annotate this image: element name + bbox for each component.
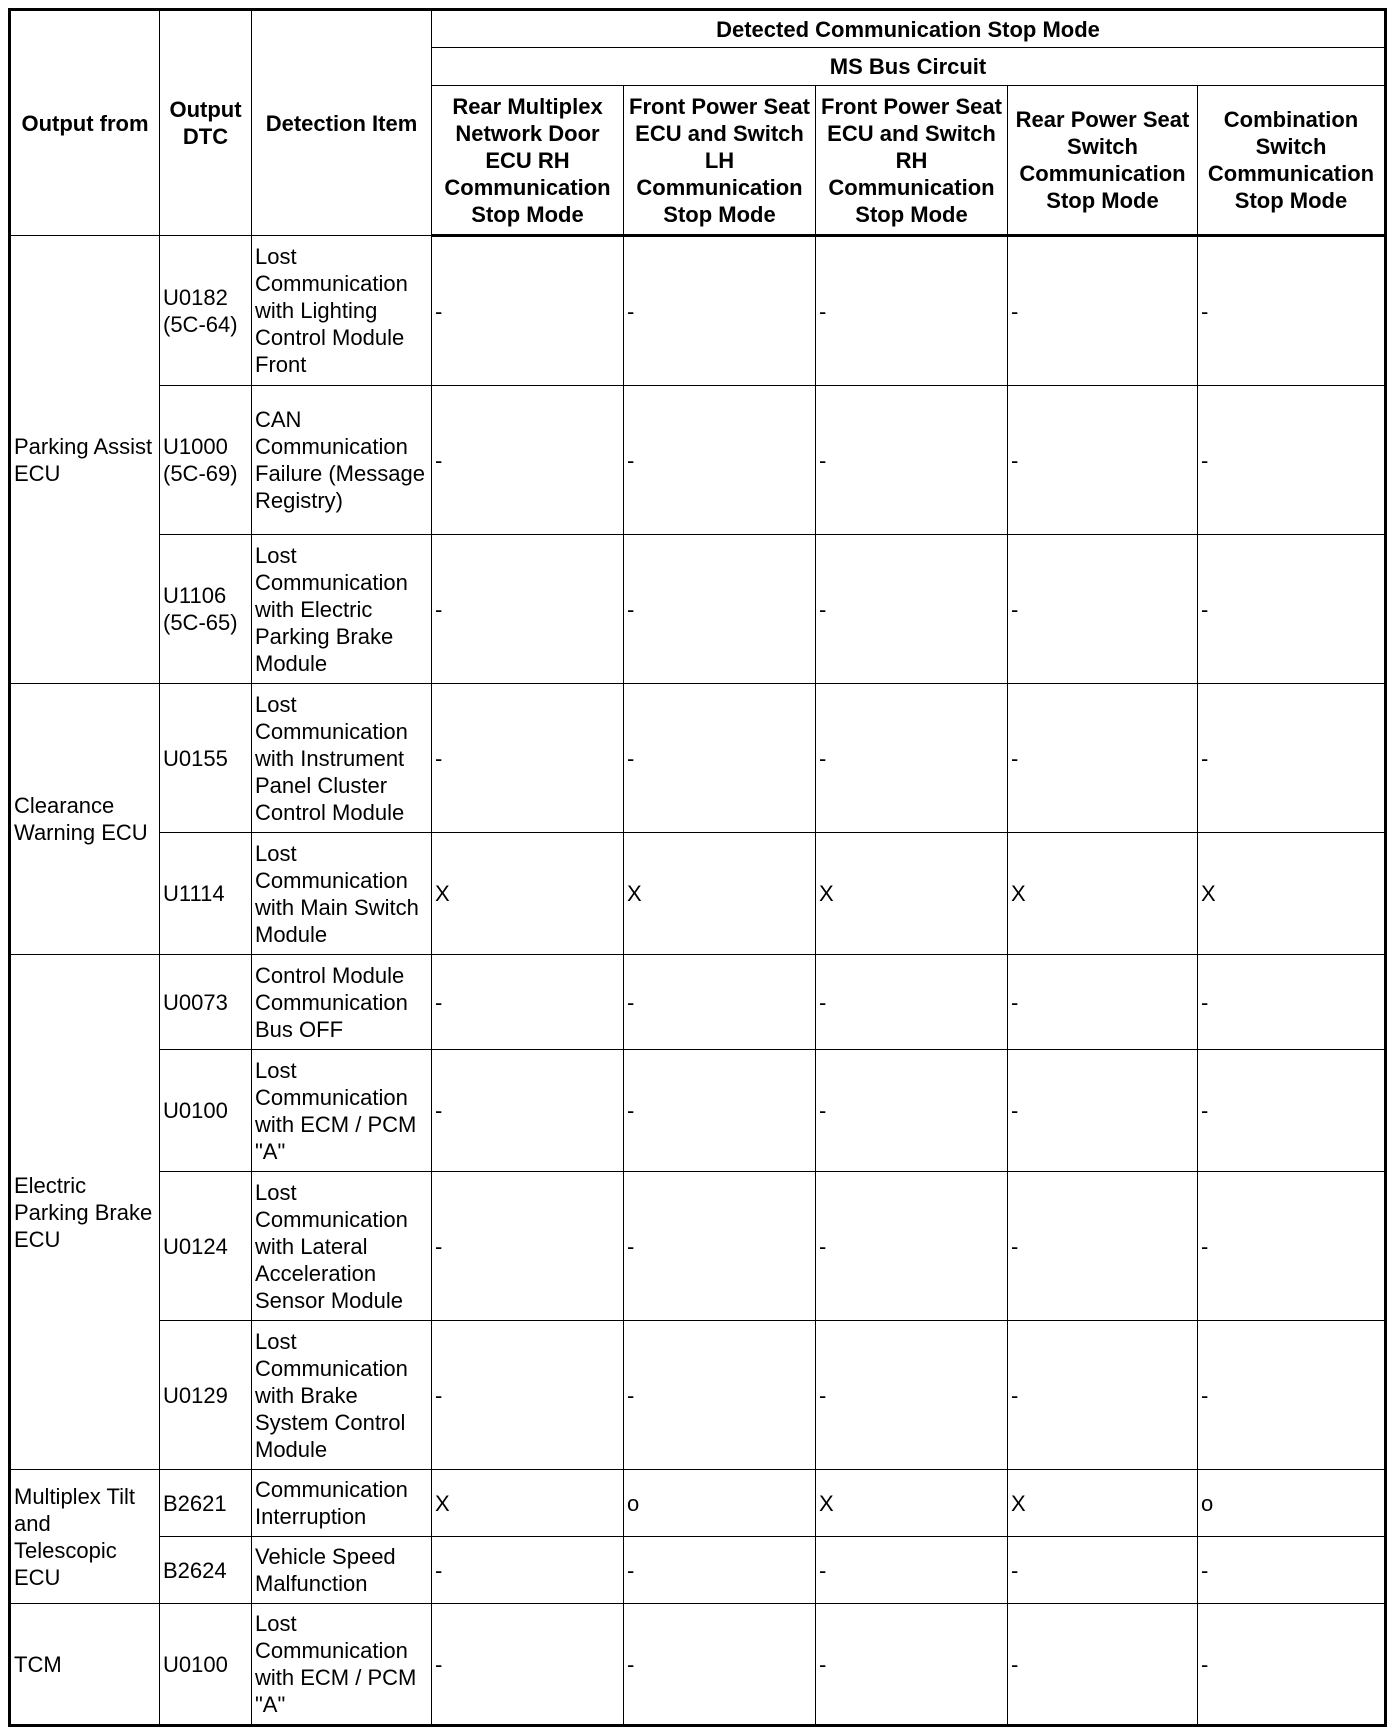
table-row [10,236,1386,386]
stop-mode-value-cell: - [816,955,1008,1050]
output-from-cell: Clearance Warning ECU [10,684,160,955]
stop-mode-value-cell: - [432,386,624,535]
stop-mode-value-cell: - [816,684,1008,833]
stop-mode-value-cell: - [624,684,816,833]
table-row [10,955,1386,1050]
table-row [10,1050,1386,1172]
stop-mode-value-cell: - [1198,1604,1386,1726]
stop-mode-value-cell: X [816,833,1008,955]
stop-mode-value-cell: - [624,1604,816,1726]
detection-item-cell: Lost Communication with Lighting Control Module Front [252,236,432,386]
mode-column-header: Rear Multiplex Network Door ECU RH Communication Stop Mode [432,86,624,236]
detection-item-cell: Communication Interruption [252,1470,432,1537]
stop-mode-value-cell: X [624,833,816,955]
stop-mode-value-cell: - [432,1604,624,1726]
stop-mode-value-cell: - [1198,684,1386,833]
dtc-cell: U1000 (5C-69) [160,386,252,535]
detection-item-cell: Lost Communication with ECM / PCM "A" [252,1050,432,1172]
stop-mode-value-cell: - [432,1321,624,1470]
stop-mode-value-cell: o [1198,1470,1386,1537]
stop-mode-value-cell: - [1008,236,1198,386]
detection-item-cell: Lost Communication with Lateral Acceleration Sensor Module [252,1172,432,1321]
stop-mode-value-cell: - [624,535,816,684]
stop-mode-value-cell: - [1008,1172,1198,1321]
table-row [10,684,1386,833]
dtc-cell: U0155 [160,684,252,833]
stop-mode-value-cell: - [816,1537,1008,1604]
stop-mode-value-cell: - [624,1321,816,1470]
dtc-cell: U1114 [160,833,252,955]
dtc-cell: U0129 [160,1321,252,1470]
stop-mode-value-cell: - [1008,386,1198,535]
stop-mode-value-cell: - [1198,386,1386,535]
stop-mode-value-cell: - [432,955,624,1050]
stop-mode-value-cell: - [624,386,816,535]
stop-mode-value-cell: - [1008,1321,1198,1470]
stop-mode-value-cell: - [1198,535,1386,684]
stop-mode-value-cell: - [1198,955,1386,1050]
detection-item-header: Detection Item [252,10,432,236]
stop-mode-value-cell: - [816,1050,1008,1172]
table-header [10,10,1386,236]
mode-column-header: Front Power Seat ECU and Switch LH Communication Stop Mode [624,86,816,236]
stop-mode-value-cell: X [1008,1470,1198,1537]
dtc-communication-table [8,8,1387,1727]
dtc-cell: U0100 [160,1050,252,1172]
table-row [10,1470,1386,1537]
stop-mode-value-cell: - [1198,1537,1386,1604]
stop-mode-value-cell: - [624,1050,816,1172]
dtc-cell: U0124 [160,1172,252,1321]
detection-item-cell: Lost Communication with Instrument Panel Cluster Control Module [252,684,432,833]
dtc-cell: U1106 (5C-65) [160,535,252,684]
stop-mode-value-cell: - [1008,1537,1198,1604]
stop-mode-value-cell: - [624,955,816,1050]
dtc-cell: B2621 [160,1470,252,1537]
stop-mode-value-cell: - [1198,1050,1386,1172]
stop-mode-value-cell: - [816,236,1008,386]
output-from-cell: Parking Assist ECU [10,236,160,684]
stop-mode-value-cell: - [1198,236,1386,386]
dtc-cell: U0073 [160,955,252,1050]
output-from-cell: Multiplex Tilt and Telescopic ECU [10,1470,160,1604]
stop-mode-value-cell: - [816,386,1008,535]
stop-mode-value-cell: - [432,1172,624,1321]
stop-mode-value-cell: - [1008,955,1198,1050]
stop-mode-value-cell: - [816,1604,1008,1726]
stop-mode-value-cell: - [624,236,816,386]
stop-mode-value-cell: - [816,1172,1008,1321]
table-row [10,1604,1386,1726]
stop-mode-value-cell: - [1008,1604,1198,1726]
stop-mode-value-cell: - [1008,684,1198,833]
mode-column-header: Combination Switch Communication Stop Mode [1198,86,1386,236]
stop-mode-value-cell: - [1198,1172,1386,1321]
stop-mode-value-cell: X [1198,833,1386,955]
dtc-cell: U0182 (5C-64) [160,236,252,386]
table-row [10,1537,1386,1604]
stop-mode-value-cell: - [432,535,624,684]
stop-mode-value-cell: - [432,684,624,833]
stop-mode-value-cell: - [432,1050,624,1172]
stop-mode-value-cell: - [1008,535,1198,684]
detection-item-cell: Lost Communication with Electric Parking Brake Module [252,535,432,684]
stop-mode-value-cell: - [624,1537,816,1604]
table-row [10,1172,1386,1321]
output-dtc-header: Output DTC [160,10,252,236]
ms-bus-circuit-header: MS Bus Circuit [432,48,1386,86]
stop-mode-value-cell: - [432,236,624,386]
stop-mode-value-cell: - [816,535,1008,684]
stop-mode-value-cell: X [816,1470,1008,1537]
table-row [10,535,1386,684]
stop-mode-value-cell: X [432,1470,624,1537]
table-row [10,1321,1386,1470]
detection-item-cell: CAN Communication Failure (Message Registry) [252,386,432,535]
detection-item-cell: Control Module Communication Bus OFF [252,955,432,1050]
stop-mode-value-cell: - [624,1172,816,1321]
stop-mode-value-cell: X [432,833,624,955]
stop-mode-value-cell: o [624,1470,816,1537]
table-row [10,833,1386,955]
stop-mode-value-cell: - [1008,1050,1198,1172]
mode-column-header: Front Power Seat ECU and Switch RH Communication Stop Mode [816,86,1008,236]
mode-column-header: Rear Power Seat Switch Communication Stop Mode [1008,86,1198,236]
output-from-cell: Electric Parking Brake ECU [10,955,160,1470]
dtc-cell: B2624 [160,1537,252,1604]
stop-mode-value-cell: X [1008,833,1198,955]
output-from-header: Output from [10,10,160,236]
table-body [10,236,1386,1726]
detection-item-cell: Lost Communication with Main Switch Module [252,833,432,955]
detection-item-cell: Lost Communication with ECM / PCM "A" [252,1604,432,1726]
detection-item-cell: Lost Communication with Brake System Control Module [252,1321,432,1470]
table-row [10,386,1386,535]
stop-mode-value-cell: - [1198,1321,1386,1470]
stop-mode-value-cell: - [432,1537,624,1604]
detected-communication-stop-mode-header: Detected Communication Stop Mode [432,10,1386,48]
detection-item-cell: Vehicle Speed Malfunction [252,1537,432,1604]
dtc-cell: U0100 [160,1604,252,1726]
output-from-cell: TCM [10,1604,160,1726]
stop-mode-value-cell: - [816,1321,1008,1470]
